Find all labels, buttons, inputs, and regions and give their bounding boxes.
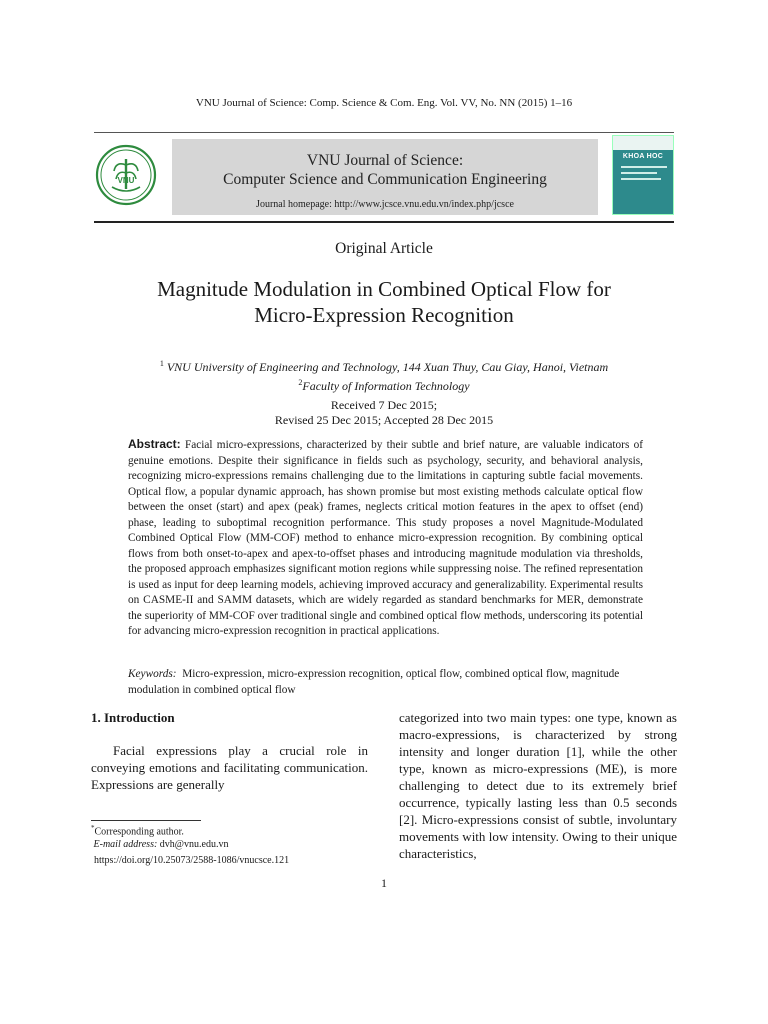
- section-title: 1. Introduction: [91, 710, 175, 725]
- revised-accepted-date: Revised 25 Dec 2015; Accepted 28 Dec 2015: [274, 413, 494, 427]
- corresponding-author: [91, 822, 228, 838]
- page-number: 1: [381, 876, 387, 890]
- paper-title-line1: Magnitude Modulation in Combined Optical Flow for: [157, 277, 611, 301]
- cover-text: KHOA HOC: [622, 153, 664, 160]
- journal-cover-thumbnail: [612, 135, 674, 215]
- affiliation-1: [0, 356, 768, 375]
- journal-title-line2: Computer Science and Communication Engineering: [223, 171, 547, 188]
- journal-homepage: Journal homepage: http://www.jcsce.vnu.edu.vn/index.php/jcsce: [256, 199, 514, 210]
- paper-title: [0, 276, 768, 328]
- footnote: [91, 822, 228, 851]
- keywords-text: Micro-expression, micro-expression recognition, optical flow, combined optical flow, magnitude modulation in combined optical flow: [128, 668, 620, 696]
- affiliation-2: [0, 375, 768, 394]
- received-date: Received 7 Dec 2015;: [330, 398, 438, 412]
- affiliation-2-text: Faculty of Information Technology: [302, 379, 470, 393]
- header-rule-top: [94, 132, 674, 133]
- affiliation-1-mark: 1: [159, 359, 164, 368]
- article-dates: [0, 398, 768, 428]
- abstract: [128, 437, 643, 640]
- article-type: Original Article: [335, 240, 433, 257]
- footnote-rule: [91, 820, 201, 821]
- abstract-label: Abstract:: [128, 437, 181, 451]
- intro-right-column: categorized into two main types: one type, known as macro-expressions, is characterized by strong intensity and longer duration [1], while the other type, known as micro-expressions (ME), is more challenging to detect due to its extremely brief occurrence, typically lasting less than 0.5 seconds [2]. Micro-expressions consist of subtle, involuntary movements with low intensity. Owing to their unique characteristics,: [399, 710, 677, 861]
- abstract-text: Facial micro-expressions, characterized by their subtle and brief nature, are valuable indicators of genuine emotions. Despite their significance in fields such as psychology, security, and behavioral analysis, recognizing micro-expressions remains challenging due to the limitations in capturing subtle facial movements. Optical flow, a popular dynamic approach, has shown promise but most existing methods calculate optical flow between the onset (start) and apex (peak) frames, neglects critical motion features in the apex to offset (end) phase, leading to suboptimal recognition performance. This study proposes a novel Magnitude-Modulated Combined Optical Flow (MM-COF) method to enhance micro-expression recognition. By combining optical flows from both onset-to-apex and apex-to-offset phases and introducing magnitude modulation via thresholds, the proposed approach emphasizes significant motion regions while suppressing noise. The refined representation is used as input for deep learning models, achieving improved accuracy and generalizability. Experimental results on CASME-II and SAMM datasets, which are widely regarded as standard benchmarks for MER, demonstrate the superiority of MM-COF over traditional single and combined optical flow methods, underscoring its potential for advancing micro-expression recognition in practical applications.: [128, 439, 643, 637]
- running-head: VNU Journal of Science: Comp. Science & Com. Eng. Vol. VV, No. NN (2015) 1–16: [195, 97, 573, 109]
- header-rule-bottom: [94, 221, 674, 223]
- logo-text: VNU: [117, 176, 135, 185]
- journal-title: [172, 151, 598, 189]
- intro-left-column: Facial expressions play a crucial role in conveying emotions and facilitating communication. Expressions are generally: [91, 743, 368, 792]
- footnote-mark: *: [91, 824, 95, 832]
- keywords-label: Keywords:: [128, 668, 177, 680]
- keywords: [128, 667, 643, 698]
- cover-header: [613, 136, 673, 150]
- affiliation-2-mark: 2: [298, 378, 303, 387]
- paper-title-line2: Micro-Expression Recognition: [254, 303, 514, 327]
- email-label: E-mail address:: [93, 839, 158, 851]
- corresponding-author-text: Corresponding author.: [94, 826, 184, 838]
- vnu-logo: [94, 143, 158, 207]
- affiliation-1-text: VNU University of Engineering and Technology, 144 Xuan Thuy, Cau Giay, Hanoi, Vietnam: [166, 360, 609, 374]
- email-line: [91, 838, 228, 851]
- cover-line: [621, 166, 667, 168]
- cover-line: [621, 172, 657, 174]
- cover-line: [621, 178, 661, 180]
- email-address[interactable]: dvh@vnu.edu.vn: [159, 839, 229, 851]
- journal-title-line1: VNU Journal of Science:: [306, 152, 464, 169]
- affiliations: [0, 356, 768, 394]
- doi-link[interactable]: https://doi.org/10.25073/2588-1086/vnucsce.121: [94, 855, 290, 866]
